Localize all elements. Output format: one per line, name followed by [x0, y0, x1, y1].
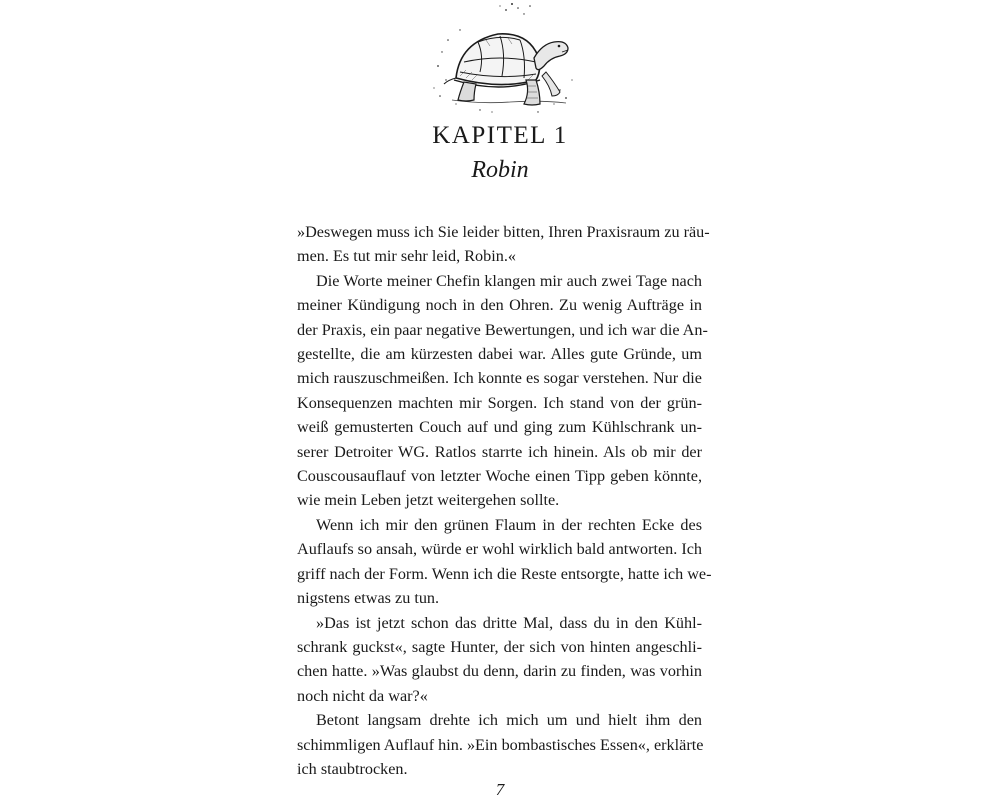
paragraph: [297, 269, 708, 513]
text-line: »Deswegen muss ich Sie leider bitten, Ihren Praxisraum zu räu-: [297, 223, 710, 241]
text-line: Auflaufs so ansah, würde er wohl wirklich bald antworten. Ich: [297, 540, 703, 559]
chapter-heading: KAPITEL 1: [432, 122, 568, 149]
paragraph: [297, 513, 712, 611]
text-line: Konsequenzen machten mir Sorgen. Ich stand von der grün-: [297, 393, 702, 412]
text-line: men. Es tut mir sehr leid, Robin.«: [297, 247, 516, 266]
text-line: schimmligen Auflauf hin. »Ein bombastisches Essen«, erklärte: [297, 735, 704, 754]
text-line: der Praxis, ein paar negative Bewertungen, und ich war die An-: [297, 320, 708, 339]
turtle-icon: [420, 0, 580, 118]
text-line: »Das ist jetzt schon das dritte Mal, dass du in den Kühl-: [316, 613, 702, 632]
text-line: mich rauszuschmeißen. Ich konnte es sogar verstehen. Nur die: [297, 369, 702, 388]
text-line: schrank guckst«, sagte Hunter, der sich von hinten angeschli-: [297, 637, 702, 656]
turtle-illustration: [420, 0, 580, 118]
text-line: ich staubtrocken.: [297, 759, 408, 778]
text-line: nigstens etwas zu tun.: [297, 589, 440, 608]
chapter-subtitle: Robin: [471, 157, 529, 183]
text-line: noch nicht da war?«: [297, 686, 428, 705]
text-line: weiß gemusterten Couch auf und ging zum Kühlschrank un-: [297, 418, 702, 437]
text-line: Betont langsam drehte ich mich um und hielt ihm den: [316, 711, 702, 730]
text-line: Wenn ich mir den grünen Flaum in der rechten Ecke des: [316, 515, 702, 534]
text-line: wie mein Leben jetzt weitergehen sollte.: [297, 491, 560, 510]
body-text: [297, 220, 712, 781]
page-number: 7: [495, 780, 505, 799]
paragraph: [297, 708, 702, 781]
text-line: Couscousauflauf von letzter Woche einen Tipp geben könnte,: [297, 467, 702, 486]
text-line: chen hatte. »Was glaubst du denn, darin zu finden, was vorhin: [297, 662, 702, 681]
text-line: griff nach der Form. Wenn ich die Reste entsorgte, hatte ich we-: [297, 564, 712, 583]
paragraph: [297, 220, 710, 269]
text-line: serer Detroiter WG. Ratlos starrte ich hinein. Als ob mir der: [297, 442, 702, 461]
text-line: Die Worte meiner Chefin klangen mir auch zwei Tage nach: [316, 271, 702, 290]
paragraph: [297, 611, 702, 709]
text-line: meiner Kündigung noch in den Ohren. Zu wenig Aufträge in: [297, 296, 702, 315]
text-line: gestellte, die am kürzesten dabei war. Alles gute Gründe, um: [297, 345, 702, 364]
